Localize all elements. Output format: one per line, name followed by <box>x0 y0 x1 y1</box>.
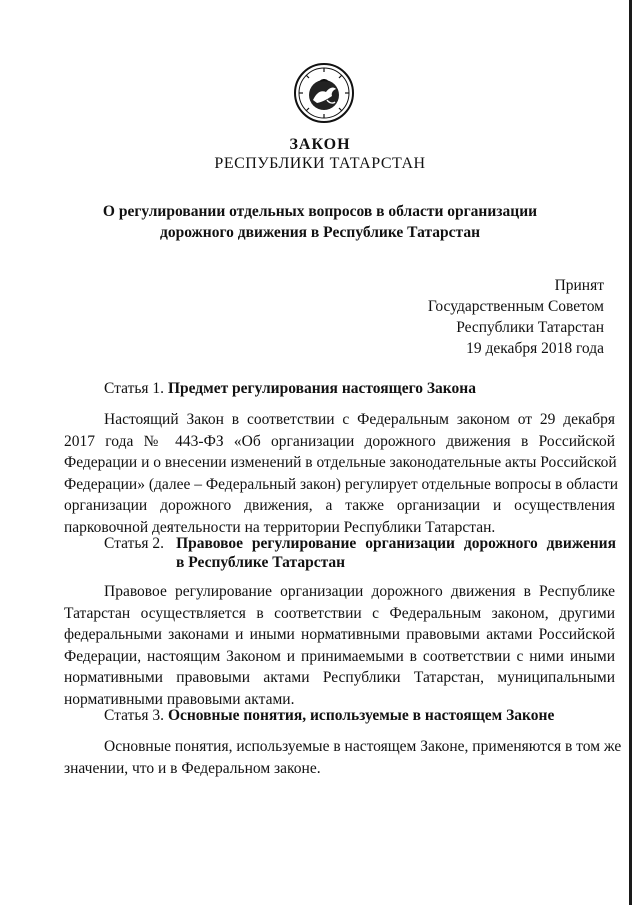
article-1-text <box>64 409 619 538</box>
text-line: федеральными законами и иными нормативными правовыми актами Российской <box>64 626 615 643</box>
law-title-line: дорожного движения в Республике Татарстан <box>159 224 480 241</box>
text-line: организации дорожного движения, а также организации и осуществления <box>64 497 615 514</box>
article-number: Статья 1. <box>104 380 165 397</box>
article-1-heading <box>104 379 616 398</box>
text-line: Федерации, настоящим Законом и принимаемыми в соответствии с ними иными <box>64 647 615 665</box>
law-title <box>40 201 600 243</box>
scan-edge-border <box>629 0 632 905</box>
article-3-text <box>64 736 622 779</box>
adoption-line: Государственным Советом <box>427 298 604 315</box>
article-title: Предмет регулирования настоящего Закона <box>167 380 476 397</box>
article-number: Статья 3. <box>104 707 165 724</box>
text-line: Федерации и о внесении изменений в отдельные законодательные акты Российской <box>64 454 617 471</box>
text-line: 2017 года № 443-ФЗ «Об организации дорожного движения в Российской <box>64 432 615 450</box>
text-line: значении, что и в Федеральном законе. <box>64 759 321 777</box>
law-title-line: О регулировании отдельных вопросов в области организации <box>102 203 538 220</box>
text-line: Татарстан осуществляется в соответствии с Федеральным законом, другими <box>64 604 615 622</box>
article-2-heading <box>104 534 616 572</box>
text-line: Основные понятия, используемые в настоящем Законе, применяются в том же <box>104 738 622 755</box>
document-type-heading: ЗАКОН <box>289 136 351 153</box>
adoption-date: 19 декабря 2018 года <box>466 340 604 357</box>
text-line: Федерации» (далее – Федеральный закон) регулирует отдельные вопросы в области <box>64 475 619 493</box>
article-number: Статья 2. <box>104 535 165 552</box>
article-title-continued: в Республике Татарстан <box>176 554 346 571</box>
article-title: Правовое регулирование организации дорожного движения <box>176 535 616 552</box>
article-2-text <box>64 581 615 710</box>
adoption-block <box>344 275 604 359</box>
text-line: Правовое регулирование организации дорожного движения в Республике <box>104 583 615 600</box>
text-line: нормативными правовыми актами Республики Татарстан, муниципальными <box>64 669 615 686</box>
text-line: парковочной деятельности на территории Республики Татарстан. <box>64 518 496 536</box>
coat-of-arms-emblem <box>293 62 355 124</box>
text-line: Настоящий Закон в соответствии с Федеральным законом от 29 декабря <box>104 411 615 428</box>
article-title: Основные понятия, используемые в настоящем Законе <box>167 707 555 724</box>
article-3-heading <box>104 706 616 725</box>
republic-heading: РЕСПУБЛИКИ ТАТАРСТАН <box>214 155 426 172</box>
adoption-line: Принят <box>554 277 604 294</box>
text-line: нормативными правовыми актами. <box>64 690 295 708</box>
adoption-line: Республики Татарстан <box>456 319 604 336</box>
